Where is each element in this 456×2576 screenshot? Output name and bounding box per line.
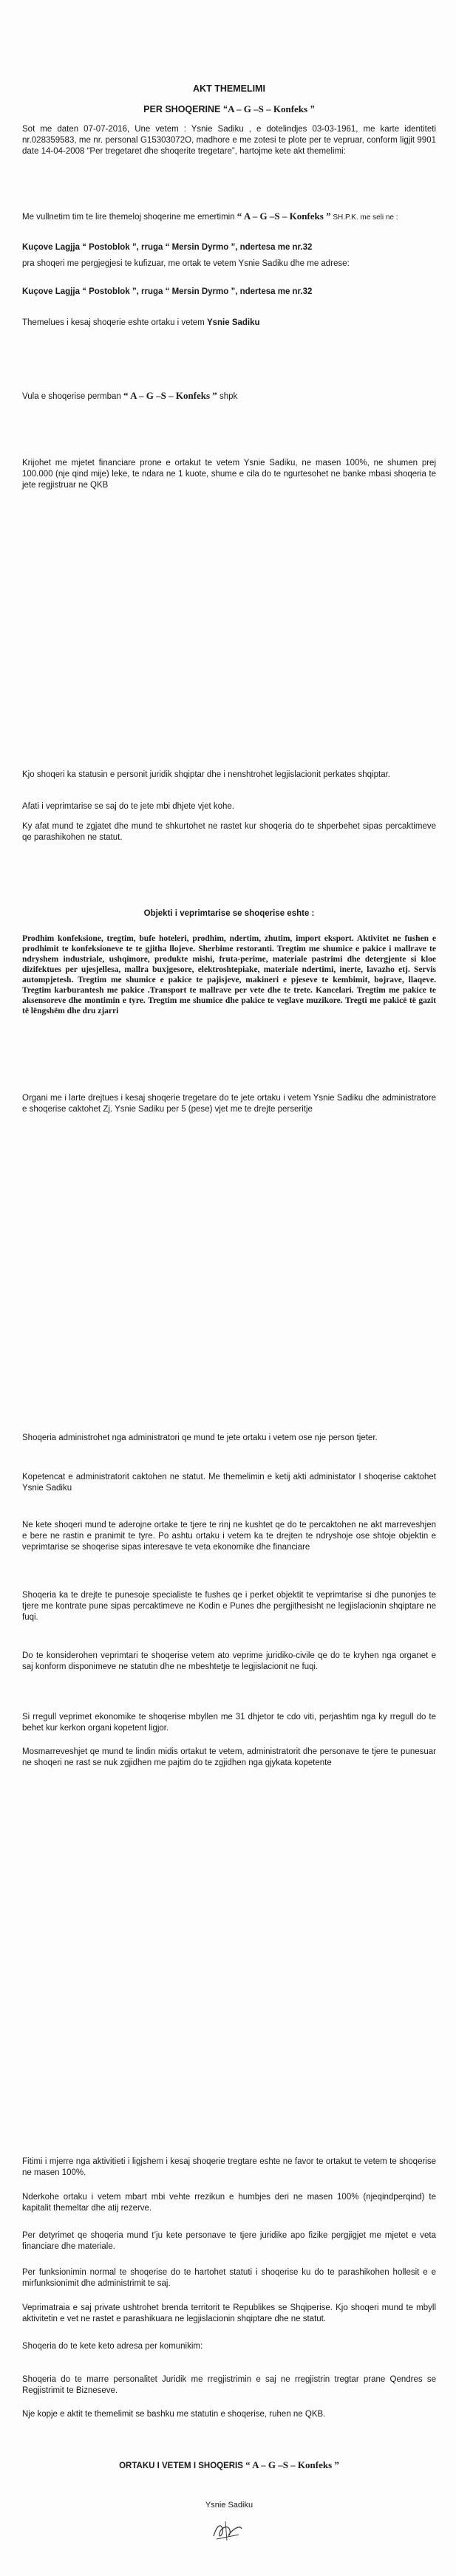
intro-paragraph: Sot me daten 07-07-2016, Une vetem : Ysnie Sadiku , e dotelindjes 03-03-1961, me karte identiteti nr.028359583, me nr. personal G15303072O, madhore e me zotesi te plote per te vepruar, conform ligjit 9901 date 14-04-2008 “Per tregetaret dhe shoqerite tregetare”, hartojme kete akt themelimi: (22, 125, 436, 156)
profit-paragraph: Fitimi i mjerre nga aktivitieti i ligjshem i kesaj shoqerie tregtare eshte ne favor te ortakut te vetem te shoqerise ne masen 100%. (22, 2157, 436, 2177)
legal-status-paragraph: Kjo shoqeri ka statusin e personit juridik shqiptar dhe i nenshtrohet legjislacionit perkates shqiptar. (22, 770, 390, 779)
seal-company: “ A – G –S – Konfeks ” (123, 390, 217, 401)
employment-paragraph: Shoqeria ka te drejte te punesoje specialiste te fushes qe i perket objektit te veprimtarise si dhe punonjes te tjere me kontrate pune sipas percaktimeve ne Kodin e Punes dhe pergjithesisht ne legjislacionin shqiptare ne fuqi. (22, 1591, 436, 1622)
seal-line (22, 390, 436, 402)
document-title: AKT THEMELIMI (193, 83, 265, 94)
name-clause (22, 210, 436, 223)
liabilities-paragraph: Per detyrimet qe shoqeria mund t’ju kete personave te tjere juridike apo fizike pergjigjet me mjetet e veta financiare dhe materiale. (22, 2231, 436, 2251)
name-clause-company: “ A – G –S – Konfeks ” (236, 210, 331, 222)
footer-company: “ A – G –S – Konfeks ” (245, 2459, 339, 2470)
registration-paragraph: Shoqeria do te marre personalitet Juridik me rregjistrimin e saj ne rregjistrin tregtar prane Qendres se Regjistrimit te Bizneseve. (22, 2375, 436, 2395)
civil-acts-paragraph: Do te konsiderohen veprimtari te shoqerise vetem ato veprime juridiko-civile qe do te kryhen nga organet e saj konform disponimeve ne statutin dhe ne mbeshtetje te legjislacionit ne fuqi. (22, 1651, 436, 1671)
statute-paragraph: Per funksionimin normal te shoqerise do te hartohet statuti i shoqerise ku do te parashikohen hollesit e e mirfunksionimit dhe administrimit te saj. (22, 2268, 436, 2288)
document-subtitle (22, 103, 436, 115)
territory-paragraph: Veprimatraia e saj private ushtrohet brenda territorit te Republikes se Shqiperise. Kjo shoqeri mund te mbyll aktivitetin e vet ne rastet e parashikuara ne legjislacionin shqiptare dhe ne statut. (22, 2303, 436, 2323)
seat-address: Kuçove Lagjja “ Postoblok ”, rruga “ Mersin Dyrmo ”, ndertesa me nr.32 (22, 243, 313, 252)
fiscal-year-paragraph: Si rregull veprimet ekonomike te shoqerise mbyllen me 31 dhjetor te cdo viti, perjashtim nga ky rregull do te behet kur kerkon organi kopetent ligjor. (22, 1713, 436, 1733)
owner-address: Kuçove Lagjja “ Postoblok ”, rruga “ Mersin Dyrmo ”, ndertesa me nr.32 (22, 287, 313, 296)
name-clause-pre: Me vullnetim tim te lire themeloj shoqerine me emertimin (22, 213, 237, 222)
founder-pre: Themelues i kesaj shoqerie eshte ortaku i vetem (22, 318, 207, 327)
subtitle-company: A – G –S – Konfeks (228, 103, 308, 114)
objects-paragraph: Prodhim konfeksione, tregtim, bufe hoteleri, prodhim, ndertim, zhutim, import eksport. Aktivitet ne fushen e prodhimit te konfeksioneve te te gjitha llojeve. Sherbime restoranti. Tregtim me shumice e pakice i mallrave te ndryshem industriale, ushqimore, produkte mishi, fruta-perime, materiale pastrimi dhe detergjente si kloe dizifektues per ujesjellesa, mallra buxjgesore, elektroshtepiake, materiale ndertimi, inerte, lavazho etj. Servis autompjetesh. Tregtim me shumice e pakice te pajisjeve, makineri e pjeseve te kembimit, bojrave, llaqeve. Tregtim karburantesh me pakice .Transport te mallrave per vete dhe te trete. Kancelari. Tregtim me pakice te aksensoreve dhe montimin e tyre. Tregtim me shumice dhe pakice te veglave muzikore. Tregti me pakicë të gazit të lëngshëm dhe dru zjarri (22, 934, 436, 1015)
duration-paragraph: Afati i veprimtarise se saj do te jete mbi dhjete vjet kohe. (22, 802, 235, 811)
capital-paragraph: Krijohet me mjetet financiare prone e ortakut te vetem Ysnie Sadiku, ne masen 100%, ne shumen prej 100.000 (nje qind mije) leke, te ndara ne 1 kuote, shume e cila do te ngurtesohet ne banke mbasi shoqeria te jete regjistruar ne QKB (22, 459, 436, 490)
footer-heading (22, 2459, 436, 2472)
administration-paragraph: Shoqeria administrohet nga administratori qe mund te jete ortaku i vetem ose nje person tjeter. (22, 1433, 378, 1442)
subtitle-prefix: PER SHOQERINE “ (143, 104, 228, 114)
seal-pre: Vula e shoqerise permban (22, 392, 124, 401)
addresses-paragraph: Shoqeria do te kete keto adresa per komunikim: (22, 2342, 203, 2351)
objects-heading: Objekti i veprimtarise se shoqerise eshte : (143, 909, 315, 918)
signature-image (209, 2518, 246, 2544)
qkb-copy-paragraph: Nje kopje e aktit te themelimit se bashku me statutin e shoqerise, ruhen ne QKB. (22, 2410, 326, 2419)
new-partners-paragraph: Ne kete shoqeri mund te aderojne ortake te tjere te rinj ne kushtet qe do te percaktohen ne akt marreveshjen e bere ne rastin e pranimit te tyre. Po ashtu ortaku i vetem ka te drejten te ndryshoje ose shtoje objektin e veprimtarise se shoqerise sipas interesave te veta ekonomike dhe financiare (22, 1521, 436, 1552)
signatory-name: Ysnie Sadiku (205, 2501, 253, 2510)
disputes-paragraph: Mosmarreveshjet qe mund te lindin midis ortakut te vetem, administratorit dhe personave te tjere te punesuar ne shoqeri ne rast se nuk zgjidhen me pajtim do te zgjidhen nga gjykata kopetente (22, 1747, 436, 1767)
loss-paragraph: Nderkohe ortaku i vetem mbart mbi vehte rrezikun e humbjes deri ne masen 100% (njeqindperqind) te kapitalit themeltar dhe atij rezerve. (22, 2193, 436, 2213)
transfer-text: pra shoqeri me pergjegjesi te kufizuar, me ortak te vetem Ysnie Sadiku dhe me adrese: (22, 259, 350, 268)
competencies-paragraph: Kopetencat e administratorit caktohen ne statut. Me themelimin e ketij akti administator I shoqerise caktohet Ysnie Sadiku (22, 1473, 436, 1493)
footer-heading-pre: ORTAKU I VETEM I SHOQERIS (119, 2462, 246, 2470)
governance-paragraph: Organi me i larte drejtues i kesaj shoqerie tregetare do te jete ortaku i vetem Ysnie Sadiku dhe administratore e shoqerise caktohet Zj. Ysnie Sadiku per 5 (pese) vjet me te drejte perseritje (22, 1094, 436, 1114)
name-clause-post: SH.P.K. me seli ne : (330, 213, 398, 222)
extension-paragraph: Ky afat mund te zgjatet dhe mund te shkurtohet ne rastet kur shoqeria do te shperbehet sipas percaktimeve qe parashikohen ne statut. (22, 822, 436, 842)
founder-line (22, 318, 436, 329)
subtitle-closing: ” (307, 104, 315, 114)
founder-name: Ysnie Sadiku (206, 318, 260, 327)
seal-post: shpk (217, 392, 238, 401)
